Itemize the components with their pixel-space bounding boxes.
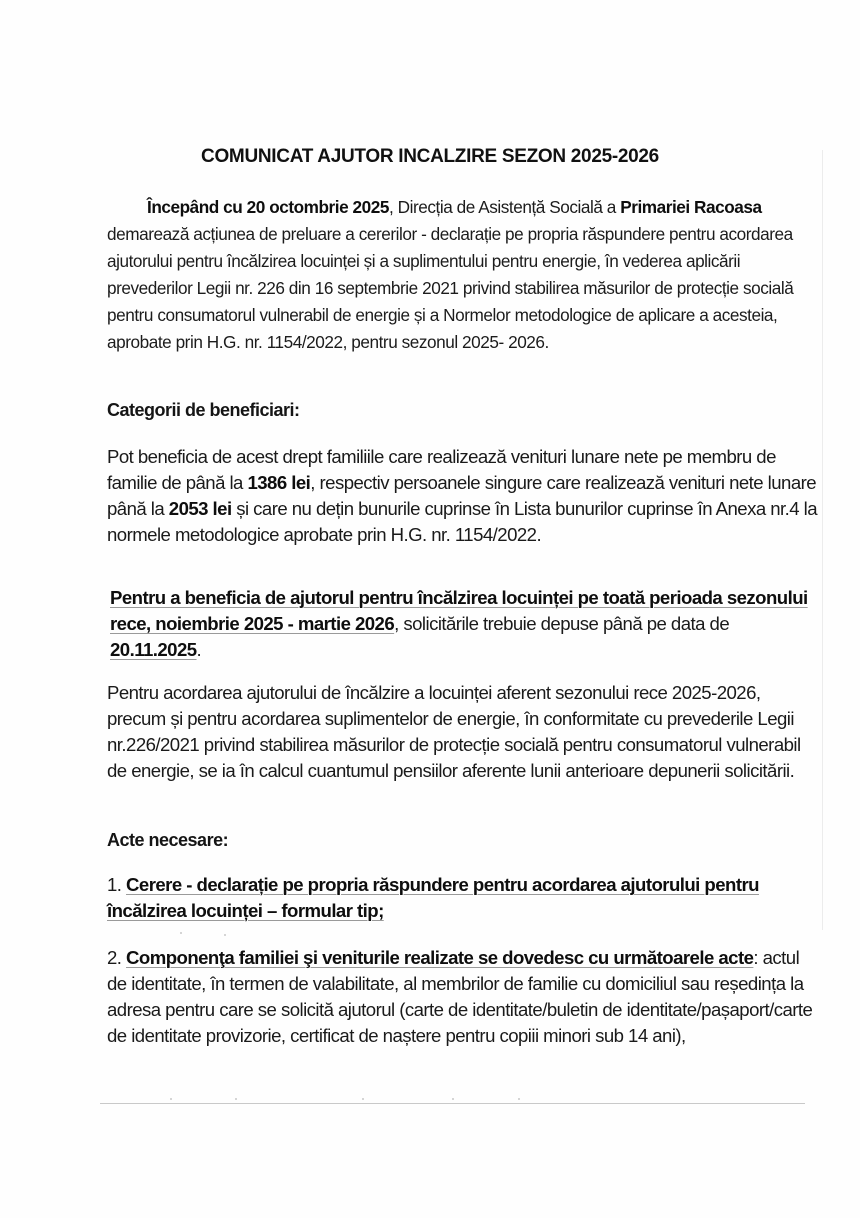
deadline-paragraph: [110, 585, 810, 663]
scan-bottom-line: [100, 1103, 805, 1104]
scan-speck: [235, 1098, 237, 1100]
deadline-text: , solicitările trebuie depuse până pe data de: [394, 613, 730, 634]
scan-speck: [180, 932, 182, 934]
scan-speck: [518, 1098, 520, 1100]
item-number: 1.: [107, 874, 127, 895]
deadline-bold-text: Pentru a beneficia de ajutorul pentru încălzirea locuinței pe toată perioada sezonului rece, noiembrie 2025 - martie 2026: [110, 587, 808, 634]
income-limit-single: 2053 lei: [168, 498, 232, 519]
item-number: 2.: [107, 947, 127, 968]
pension-note-paragraph: Pentru acordarea ajutorului de încălzire a locuinței aferent sezonului rece 2025-2026, precum și pentru acordarea suplimentelor de energie, în conformitate cu prevederile Legii nr.226/2021 privind stabilirea măsurilor de protecție socială pentru consumatorul vulnerabil de energie, se ia în calcul cuantumul pensiilor aferente lunii anterioare depunerii solicitării.: [107, 682, 801, 781]
item-text: : actul de identitate, în termen de valabilitate, al membrilor de familie cu domiciliul sau reședința la adresa pentru care se solicită ajutorul (carte de identitate/buletin de identitate/pașaport/carte de identitate provizorie, certificat de naștere pentru copiii minori sub 14 ani),: [107, 947, 813, 1046]
deadline-end: .: [196, 639, 202, 660]
beneficiaries-text-2: , respectiv persoanele singure care realizează venituri nete lunare până la: [107, 472, 817, 519]
beneficiaries-text-3: și care nu dețin bunurile cuprinse în Lista bunurilor cuprinse în Anexa nr.4 la normele metodologice aprobate prin H.G. nr. 1154/2022.: [107, 498, 818, 545]
intro-text-2: demarează acțiunea de preluare a cererilor - declarație pe propria răspundere pentru acordarea ajutorului pentru încălzirea locuinței și a suplimentului pentru energie, în vederea aplicării prevederilor Legii nr. 226 din 16 septembrie 2021 privind stabilirea măsurilor de protecție socială pentru consumatorul vulnerabil de energie și a Normelor metodologice de aplicare a acesteia, aprobate prin H.G. nr. 1154/2022, pentru sezonul 2025- 2026.: [107, 224, 794, 352]
document-item-2: [107, 945, 817, 1049]
item-bold-text: Componenţa familiei şi veniturile realizate se dovedesc cu următoarele acte: [126, 947, 754, 968]
start-date-bold: Începând cu 20 octombrie 2025: [147, 197, 389, 217]
scan-speck: [224, 934, 226, 936]
intro-paragraph: [107, 194, 827, 356]
beneficiaries-text-1: Pot beneficia de acest drept familiile care realizează venituri lunare nete pe membru de familie de până la: [107, 446, 776, 493]
page-title: COMUNICAT AJUTOR INCALZIRE SEZON 2025-2026: [201, 146, 659, 167]
scan-speck: [362, 1098, 364, 1100]
beneficiaries-paragraph: [107, 444, 822, 548]
institution-name-1: Primariei: [620, 197, 690, 217]
document-item-1: [107, 872, 807, 924]
documents-heading: Acte necesare:: [107, 830, 229, 850]
deadline-date: 20.11.2025: [110, 639, 197, 660]
income-limit-family: 1386 lei: [247, 472, 311, 493]
intro-text-1: , Direcția de Asistență Socială a: [389, 197, 621, 217]
scan-speck: [170, 1098, 172, 1100]
beneficiaries-heading: Categorii de beneficiari:: [107, 400, 300, 420]
scan-speck: [452, 1098, 454, 1100]
item-bold-text: Cerere - declarație pe propria răspundere pentru acordarea ajutorului pentru încălzirea locuinței – formular tip;: [107, 874, 759, 921]
institution-name-2: Racoasa: [694, 197, 762, 217]
